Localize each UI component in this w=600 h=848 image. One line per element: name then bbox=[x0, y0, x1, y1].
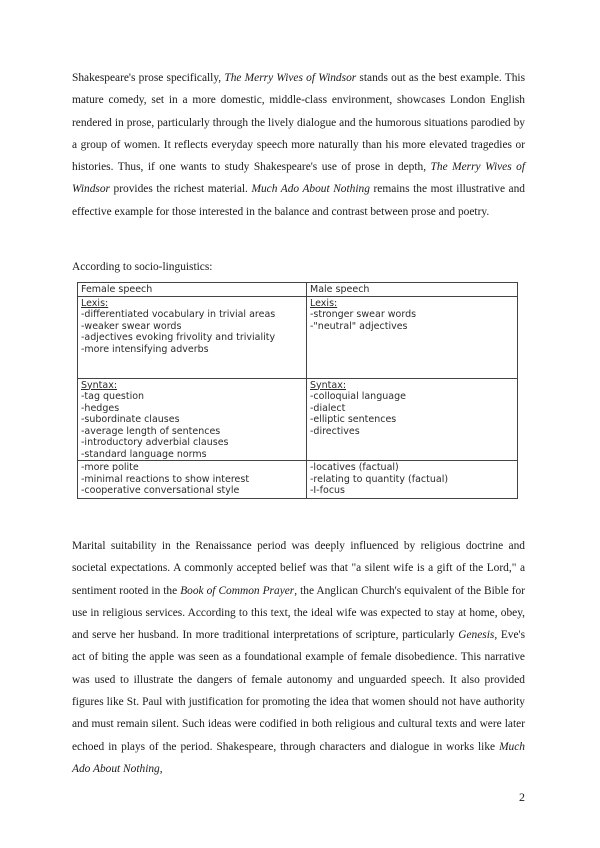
paragraph1-text-2: stands out as the best example. This mature comedy, set in a more domestic, middle-class environment, showcases London English rendered in prose, particularly through the lively dialogue and the humorous situations parodied by a group of women. It reflects everyday speech more naturally than his more elevated tragedies or histories. Thus, if one wants to study Shakespeare's use of prose in depth, bbox=[72, 72, 525, 174]
female-lexis-item: -differentiated vocabulary in trivial areas bbox=[81, 309, 276, 320]
female-lexis-item: -adjectives evoking frivolity and triviality bbox=[81, 332, 276, 343]
male-lexis-item: -stronger swear words bbox=[310, 309, 417, 320]
male-syntax-item: -colloquial language bbox=[310, 391, 406, 402]
male-other-item: -I-focus bbox=[310, 485, 346, 496]
male-syntax-item: -directives bbox=[310, 425, 360, 437]
female-syntax-item: -hedges bbox=[81, 402, 120, 414]
female-lexis-cell bbox=[78, 296, 307, 378]
paragraph1-text-3: provides the richest material. bbox=[109, 183, 252, 196]
male-lexis-heading: Lexis: bbox=[310, 297, 338, 309]
table-row-syntax bbox=[78, 378, 518, 461]
paragraph-marital-suitability bbox=[72, 535, 525, 780]
male-lexis-cell bbox=[307, 296, 518, 378]
male-syntax-heading: Syntax: bbox=[310, 379, 347, 391]
female-lexis-heading: Lexis: bbox=[81, 297, 109, 309]
female-syntax-item: -tag question bbox=[81, 391, 145, 402]
paragraph1-text-4: remains the most illustrative and effective example for those interested in the balance and contrast between prose and poetry. bbox=[72, 183, 526, 218]
paragraph2-text-1: Marital suitability in the Renaissance period was deeply influenced by religious doctrine and societal expectations. A commonly accepted belief was that "a silent wife is a gift of the Lord," a sentiment rooted in the bbox=[72, 540, 525, 597]
paragraph1-text-1: Shakespeare's prose specifically, bbox=[72, 72, 225, 84]
female-syntax-item: -average length of sentences bbox=[81, 425, 221, 437]
female-syntax-heading: Syntax: bbox=[81, 379, 118, 391]
paragraph2-title-much-ado: Much Ado About Nothing bbox=[72, 740, 525, 775]
header-female-speech: Female speech bbox=[78, 283, 307, 297]
female-syntax-item: -introductory adverbial clauses bbox=[81, 437, 229, 448]
male-syntax-item: -elliptic sentences bbox=[310, 414, 397, 425]
speech-comparison-table bbox=[77, 282, 518, 499]
male-lexis-item: -"neutral" adjectives bbox=[310, 320, 408, 332]
female-other-cell bbox=[78, 461, 307, 499]
male-other-cell bbox=[307, 461, 518, 499]
paragraph1-title-merry-wives: The Merry Wives of Windsor bbox=[224, 72, 357, 84]
female-other-item: -minimal reactions to show interest bbox=[81, 473, 250, 485]
female-lexis-item: -more intensifying adverbs bbox=[81, 343, 209, 355]
table-header-row bbox=[78, 283, 518, 297]
table-row-lexis bbox=[78, 296, 518, 378]
table-intro: According to socio-linguistics: bbox=[72, 261, 213, 273]
female-syntax-cell bbox=[78, 378, 307, 461]
female-syntax-item: -standard language norms bbox=[81, 448, 207, 460]
paragraph2-title-common-prayer: Book of Common Prayer bbox=[180, 584, 295, 597]
male-syntax-item: -dialect bbox=[310, 402, 346, 414]
paragraph2-text-2: , the Anglican Church's equivalent of the Bible for use in religious services. According to this text, the ideal wife was expected to stay at home, obey, and serve her husband. In more traditional interpretations of scripture, particularly bbox=[72, 584, 525, 642]
paragraph2-title-genesis: Genesis bbox=[458, 629, 495, 642]
paragraph2-text-3: , Eve's act of biting the apple was seen as a foundational example of female disobedience. This narrative was used to illustrate the dangers of female autonomy and unguarded speech. It also provided figures like St. Paul with justification for promoting the idea that women should not have authority and must remain silent. Such ideas were codified in both religious and cultural texts and were later echoed in plays of the period. Shakespeare, through characters and dialogue in works like bbox=[72, 629, 526, 753]
paragraph2-text-4: , bbox=[159, 762, 163, 775]
female-syntax-item: -subordinate clauses bbox=[81, 414, 180, 425]
male-other-item: -relating to quantity (factual) bbox=[310, 473, 449, 485]
paragraph1-title-much-ado: Much Ado About Nothing bbox=[251, 183, 370, 196]
paragraph1-title-merry-wives-2: The Merry Wives of Windsor bbox=[72, 161, 525, 196]
paragraph-prose-merry-wives bbox=[72, 67, 525, 223]
page-number: 2 bbox=[519, 790, 525, 804]
female-lexis-item: -weaker swear words bbox=[81, 320, 182, 332]
male-other-item: -locatives (factual) bbox=[310, 462, 399, 473]
header-male-speech: Male speech bbox=[307, 283, 518, 297]
table-row-other bbox=[78, 461, 518, 499]
female-other-item: -more polite bbox=[81, 462, 139, 473]
male-syntax-cell bbox=[307, 378, 518, 461]
female-other-item: -cooperative conversational style bbox=[81, 485, 240, 496]
